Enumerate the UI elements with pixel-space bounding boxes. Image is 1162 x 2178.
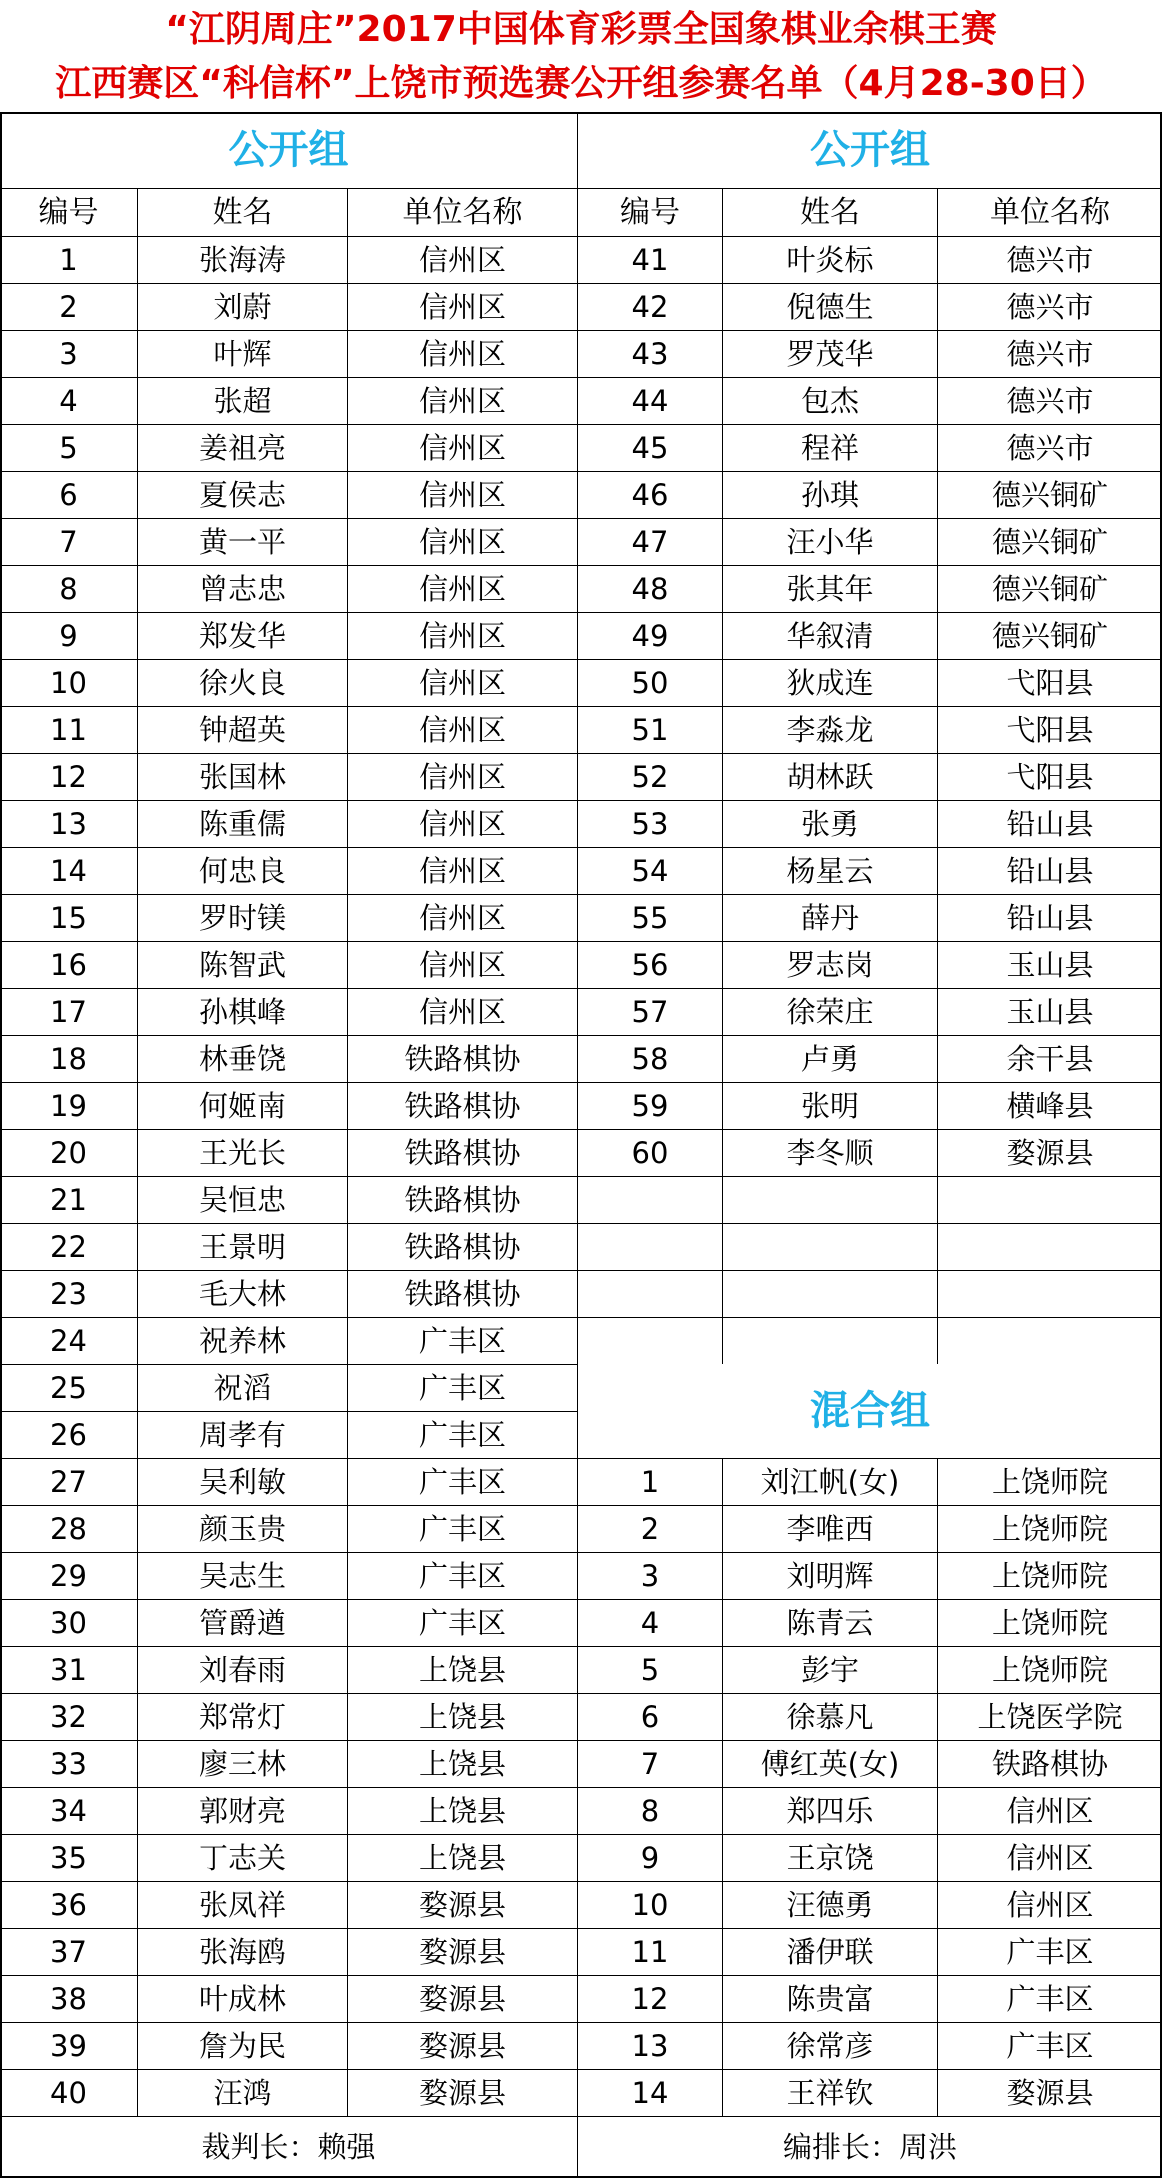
cell-unit: 上饶师院 xyxy=(991,1559,1108,1593)
cell-number: 19 xyxy=(50,1089,87,1123)
cell-number: 53 xyxy=(631,807,669,841)
cell-name: 孙琪 xyxy=(800,478,859,512)
cell-name: 孙棋峰 xyxy=(198,995,286,1029)
cell-unit: 德兴铜矿 xyxy=(991,525,1108,559)
cell-number: 16 xyxy=(50,948,87,982)
cell-unit: 德兴铜矿 xyxy=(991,478,1108,512)
cell-unit: 信州区 xyxy=(418,290,506,324)
cell-unit: 德兴铜矿 xyxy=(991,619,1108,653)
cell-name: 杨星云 xyxy=(786,854,874,888)
cell-number: 2 xyxy=(59,290,78,324)
cell-unit: 上饶县 xyxy=(418,1653,506,1687)
cell-unit: 信州区 xyxy=(418,901,506,935)
cell-name: 刘蔚 xyxy=(213,290,272,324)
cell-name: 刘明辉 xyxy=(786,1559,874,1593)
cell-number: 6 xyxy=(59,478,78,512)
cell-unit: 信州区 xyxy=(418,525,506,559)
cell-name: 丁志关 xyxy=(198,1841,286,1875)
cell-name: 郑常灯 xyxy=(198,1700,286,1734)
cell-number: 48 xyxy=(631,572,669,606)
cell-number: 37 xyxy=(50,1935,87,1969)
cell-name: 汪小华 xyxy=(786,525,874,559)
cell-unit: 弋阳县 xyxy=(1006,760,1094,794)
cell-unit: 上饶师院 xyxy=(991,1606,1108,1640)
cell-name: 徐慕凡 xyxy=(786,1700,874,1734)
cell-number: 1 xyxy=(640,1465,660,1499)
cell-unit: 余干县 xyxy=(1006,1042,1094,1076)
cell-unit: 上饶师院 xyxy=(991,1653,1108,1687)
cell-unit: 广丰区 xyxy=(418,1418,506,1452)
cell-unit: 婺源县 xyxy=(1006,1136,1094,1170)
cell-unit: 信州区 xyxy=(418,384,506,418)
cell-unit: 信州区 xyxy=(418,619,506,653)
cell-number: 51 xyxy=(631,713,669,747)
cell-name: 曾志忠 xyxy=(198,572,286,606)
cell-name: 王京饶 xyxy=(786,1841,874,1875)
cell-unit: 信州区 xyxy=(418,478,506,512)
cell-unit: 信州区 xyxy=(418,995,506,1029)
cell-unit: 德兴铜矿 xyxy=(991,572,1108,606)
cell-name: 汪鸿 xyxy=(213,2076,272,2110)
cell-unit: 玉山县 xyxy=(1006,995,1094,1029)
cell-name: 郑四乐 xyxy=(786,1794,874,1828)
cell-number: 6 xyxy=(640,1700,660,1734)
cell-name: 罗茂华 xyxy=(786,337,874,371)
cell-number: 47 xyxy=(631,525,669,559)
cell-name: 廖三林 xyxy=(198,1747,286,1781)
cell-name: 罗志岗 xyxy=(786,948,874,982)
cell-name: 詹为民 xyxy=(198,2029,286,2063)
cell-name: 钟超英 xyxy=(198,713,286,747)
cell-name: 颜玉贵 xyxy=(198,1512,286,1546)
cell-name: 倪德生 xyxy=(786,290,874,324)
cell-name: 陈重儒 xyxy=(198,807,286,841)
cell-unit: 铁路棋协 xyxy=(404,1042,521,1076)
cell-number: 44 xyxy=(631,384,669,418)
cell-number: 9 xyxy=(59,619,78,653)
cell-unit: 铅山县 xyxy=(1006,854,1094,888)
cell-unit: 婺源县 xyxy=(418,2029,506,2063)
header-unit: 单位名称 xyxy=(402,195,523,230)
cell-name: 叶炎标 xyxy=(786,243,874,277)
cell-unit: 德兴市 xyxy=(1006,290,1094,324)
cell-unit: 婺源县 xyxy=(418,2076,506,2110)
header-number: 编号 xyxy=(38,195,99,230)
chief-arranger: 编排长：周洪 xyxy=(782,2130,957,2164)
left-group-title: 公开组 xyxy=(228,127,349,173)
cell-number: 5 xyxy=(59,431,78,465)
cell-unit: 婺源县 xyxy=(418,1982,506,2016)
cell-name: 何忠良 xyxy=(198,854,286,888)
cell-unit: 广丰区 xyxy=(418,1512,506,1546)
cell-unit: 德兴市 xyxy=(1006,243,1094,277)
cell-number: 33 xyxy=(50,1747,87,1781)
cell-unit: 广丰区 xyxy=(1006,1935,1094,1969)
cell-number: 21 xyxy=(50,1183,87,1217)
cell-unit: 铅山县 xyxy=(1006,901,1094,935)
cell-unit: 铁路棋协 xyxy=(404,1277,521,1311)
cell-unit: 德兴市 xyxy=(1006,384,1094,418)
cell-number: 4 xyxy=(59,384,78,418)
cell-number: 43 xyxy=(631,337,669,371)
cell-number: 7 xyxy=(640,1747,660,1781)
cell-name: 管爵遒 xyxy=(198,1606,286,1640)
cell-unit: 信州区 xyxy=(1006,1888,1094,1922)
cell-unit: 上饶县 xyxy=(418,1794,506,1828)
cell-number: 18 xyxy=(50,1042,87,1076)
cell-number: 36 xyxy=(50,1888,87,1922)
cell-number: 54 xyxy=(631,854,669,888)
cell-unit: 弋阳县 xyxy=(1006,666,1094,700)
cell-name: 张国林 xyxy=(198,760,286,794)
cell-name: 程祥 xyxy=(800,431,859,465)
cell-unit: 铁路棋协 xyxy=(404,1089,521,1123)
cell-unit: 横峰县 xyxy=(1006,1089,1094,1123)
row-divider xyxy=(578,1176,1162,1177)
cell-name: 陈智武 xyxy=(198,948,286,982)
row-divider xyxy=(578,1223,1162,1224)
header-name: 姓名 xyxy=(800,195,860,230)
cell-unit: 上饶县 xyxy=(418,1700,506,1734)
cell-unit: 信州区 xyxy=(418,337,506,371)
cell-name: 汪德勇 xyxy=(786,1888,874,1922)
title-line-1: “江阴周庄”2017中国体育彩票全国象棋业余棋王赛 xyxy=(165,9,997,50)
cell-unit: 信州区 xyxy=(418,948,506,982)
cell-name: 张勇 xyxy=(800,807,859,841)
cell-number: 39 xyxy=(50,2029,87,2063)
cell-number: 17 xyxy=(50,995,87,1029)
cell-name: 罗时镁 xyxy=(198,901,286,935)
cell-number: 32 xyxy=(50,1700,87,1734)
cell-number: 59 xyxy=(631,1089,669,1123)
cell-name: 张海涛 xyxy=(198,243,286,277)
cell-unit: 信州区 xyxy=(418,243,506,277)
cell-unit: 广丰区 xyxy=(418,1465,506,1499)
cell-name: 郭财亮 xyxy=(198,1794,286,1828)
cell-name: 何姬南 xyxy=(198,1089,286,1123)
cell-number: 14 xyxy=(631,2076,669,2110)
cell-unit: 广丰区 xyxy=(418,1371,506,1405)
cell-number: 55 xyxy=(631,901,669,935)
title-line-2: 江西赛区“科信杯”上饶市预选赛公开组参赛名单（4月28-30日） xyxy=(55,63,1107,104)
cell-number: 9 xyxy=(640,1841,660,1875)
cell-number: 12 xyxy=(631,1982,669,2016)
header-name: 姓名 xyxy=(212,195,273,230)
cell-unit: 信州区 xyxy=(1006,1841,1094,1875)
cell-unit: 铅山县 xyxy=(1006,807,1094,841)
cell-name: 郑发华 xyxy=(198,619,286,653)
cell-name: 李淼龙 xyxy=(786,713,874,747)
cell-number: 30 xyxy=(50,1606,87,1640)
cell-name: 包杰 xyxy=(800,384,859,418)
cell-unit: 铁路棋协 xyxy=(404,1136,521,1170)
cell-name: 徐火良 xyxy=(198,666,286,700)
row-divider xyxy=(578,1270,1162,1271)
cell-number: 31 xyxy=(50,1653,87,1687)
cell-name: 王景明 xyxy=(198,1230,286,1264)
cell-unit: 信州区 xyxy=(418,713,506,747)
cell-number: 14 xyxy=(50,854,87,888)
cell-name: 张凤祥 xyxy=(198,1888,286,1922)
cell-name: 叶辉 xyxy=(213,337,272,371)
cell-number: 13 xyxy=(50,807,87,841)
cell-number: 49 xyxy=(631,619,669,653)
cell-unit: 广丰区 xyxy=(418,1559,506,1593)
cell-number: 60 xyxy=(631,1136,669,1170)
cell-number: 11 xyxy=(50,713,87,747)
cell-name: 徐荣庄 xyxy=(786,995,874,1029)
cell-number: 1 xyxy=(59,243,78,277)
cell-number: 42 xyxy=(631,290,669,324)
header-unit: 单位名称 xyxy=(990,195,1110,230)
cell-name: 华叙清 xyxy=(786,619,874,653)
cell-number: 34 xyxy=(50,1794,87,1828)
cell-number: 50 xyxy=(631,666,669,700)
cell-unit: 广丰区 xyxy=(1006,2029,1094,2063)
cell-name: 彭宇 xyxy=(800,1653,859,1687)
cell-number: 12 xyxy=(50,760,87,794)
cell-number: 7 xyxy=(59,525,78,559)
cell-unit: 上饶师院 xyxy=(991,1512,1108,1546)
cell-number: 56 xyxy=(631,948,669,982)
cell-number: 3 xyxy=(640,1559,660,1593)
cell-name: 徐常彦 xyxy=(786,2029,874,2063)
cell-unit: 信州区 xyxy=(418,760,506,794)
cell-name: 祝养林 xyxy=(198,1324,286,1358)
mixed-group-title: 混合组 xyxy=(810,1388,930,1434)
cell-name: 吴利敏 xyxy=(198,1465,286,1499)
cell-name: 李冬顺 xyxy=(786,1136,874,1170)
cell-name: 傅红英(女) xyxy=(760,1747,900,1781)
cell-unit: 广丰区 xyxy=(418,1606,506,1640)
right-group-title: 公开组 xyxy=(810,127,930,173)
cell-name: 林垂饶 xyxy=(198,1042,286,1076)
cell-number: 27 xyxy=(50,1465,87,1499)
cell-unit: 婺源县 xyxy=(418,1935,506,1969)
cell-number: 10 xyxy=(631,1888,669,1922)
cell-unit: 婺源县 xyxy=(1006,2076,1094,2110)
cell-unit: 弋阳县 xyxy=(1006,713,1094,747)
cell-number: 26 xyxy=(50,1418,87,1452)
cell-unit: 信州区 xyxy=(418,807,506,841)
cell-unit: 信州区 xyxy=(1006,1794,1094,1828)
cell-name: 张明 xyxy=(800,1089,859,1123)
cell-unit: 信州区 xyxy=(418,572,506,606)
cell-unit: 铁路棋协 xyxy=(404,1230,521,1264)
cell-number: 4 xyxy=(640,1606,660,1640)
cell-name: 薛丹 xyxy=(800,901,859,935)
cell-number: 8 xyxy=(640,1794,660,1828)
cell-name: 祝滔 xyxy=(213,1371,272,1405)
cell-name: 姜祖亮 xyxy=(198,431,286,465)
cell-name: 夏侯志 xyxy=(198,478,286,512)
cell-number: 38 xyxy=(50,1982,87,2016)
cell-unit: 铁路棋协 xyxy=(991,1747,1108,1781)
cell-name: 王祥钦 xyxy=(786,2076,874,2110)
cell-number: 22 xyxy=(50,1230,87,1264)
row-divider xyxy=(578,1317,1162,1318)
cell-name: 黄一平 xyxy=(198,525,286,559)
cell-name: 张超 xyxy=(213,384,272,418)
cell-name: 叶成林 xyxy=(198,1982,286,2016)
cell-name: 刘江帆(女) xyxy=(760,1465,900,1499)
cell-number: 11 xyxy=(631,1935,669,1969)
cell-unit: 信州区 xyxy=(418,431,506,465)
cell-number: 3 xyxy=(59,337,78,371)
cell-name: 张其年 xyxy=(786,572,874,606)
cell-number: 15 xyxy=(50,901,87,935)
cell-number: 35 xyxy=(50,1841,87,1875)
cell-number: 23 xyxy=(50,1277,87,1311)
cell-unit: 信州区 xyxy=(418,854,506,888)
header-number: 编号 xyxy=(620,195,680,230)
cell-name: 潘伊联 xyxy=(786,1935,874,1969)
cell-name: 毛大林 xyxy=(198,1277,286,1311)
cell-unit: 上饶医学院 xyxy=(977,1700,1123,1734)
chief-referee: 裁判长：赖强 xyxy=(201,2130,376,2164)
cell-name: 陈青云 xyxy=(786,1606,874,1640)
cell-number: 58 xyxy=(631,1042,669,1076)
cell-unit: 上饶县 xyxy=(418,1841,506,1875)
cell-number: 2 xyxy=(640,1512,660,1546)
cell-number: 29 xyxy=(50,1559,87,1593)
cell-unit: 广丰区 xyxy=(418,1324,506,1358)
cell-number: 40 xyxy=(50,2076,87,2110)
cell-unit: 婺源县 xyxy=(418,1888,506,1922)
cell-unit: 上饶师院 xyxy=(991,1465,1108,1499)
cell-name: 陈贵富 xyxy=(786,1982,874,2016)
cell-number: 13 xyxy=(631,2029,669,2063)
cell-number: 10 xyxy=(50,666,87,700)
cell-number: 20 xyxy=(50,1136,87,1170)
cell-number: 28 xyxy=(50,1512,87,1546)
cell-unit: 上饶县 xyxy=(418,1747,506,1781)
cell-unit: 德兴市 xyxy=(1006,337,1094,371)
cell-name: 刘春雨 xyxy=(198,1653,286,1687)
cell-name: 胡林跃 xyxy=(786,760,874,794)
cell-number: 24 xyxy=(50,1324,87,1358)
cell-number: 8 xyxy=(59,572,78,606)
cell-unit: 信州区 xyxy=(418,666,506,700)
cell-number: 41 xyxy=(631,243,669,277)
cell-unit: 铁路棋协 xyxy=(404,1183,521,1217)
cell-unit: 德兴市 xyxy=(1006,431,1094,465)
cell-number: 52 xyxy=(631,760,669,794)
cell-name: 王光长 xyxy=(198,1136,286,1170)
cell-unit: 广丰区 xyxy=(1006,1982,1094,2016)
cell-name: 张海鸥 xyxy=(198,1935,286,1969)
cell-number: 57 xyxy=(631,995,669,1029)
cell-name: 狄成连 xyxy=(786,666,874,700)
cell-number: 45 xyxy=(631,431,669,465)
cell-name: 周孝有 xyxy=(198,1418,286,1452)
cell-unit: 玉山县 xyxy=(1006,948,1094,982)
cell-number: 5 xyxy=(640,1653,660,1687)
cell-number: 46 xyxy=(631,478,669,512)
cell-name: 卢勇 xyxy=(800,1042,859,1076)
cell-name: 吴恒忠 xyxy=(198,1183,286,1217)
cell-name: 李唯西 xyxy=(786,1512,874,1546)
cell-number: 25 xyxy=(50,1371,87,1405)
cell-name: 吴志生 xyxy=(198,1559,286,1593)
